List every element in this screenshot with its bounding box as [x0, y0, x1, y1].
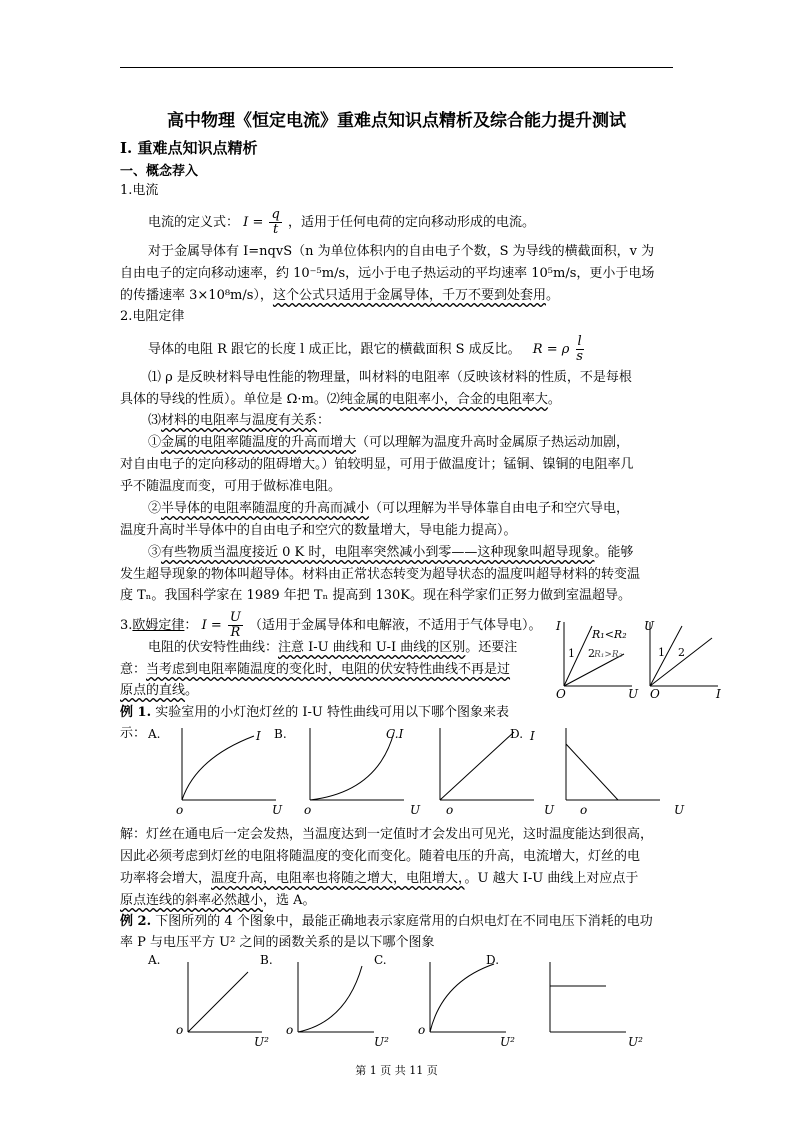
- paragraph-line: [148, 637, 517, 659]
- paragraph-line: [148, 432, 629, 454]
- definition-text: ，适用于任何电荷的定向移动形成的电流。: [287, 215, 535, 230]
- text-run: （可以理解为温度升高时金属原子热运动加剧，: [356, 435, 630, 450]
- text-run: ：: [184, 618, 198, 633]
- paragraph-line: 发生超导现象的物体叫超导体。材料由正常状态转变为超导状态的温度叫超导材料的转变温: [120, 567, 641, 582]
- resistance-definition: [148, 335, 586, 364]
- formula-equals: =: [210, 618, 222, 633]
- origin-label: o: [286, 1023, 294, 1037]
- origin-label: o: [418, 1023, 426, 1037]
- emphasis-text: 有些物质当温度接近 0 K 时，电阻率突然减小到零——这种现象叫超导现象: [161, 545, 595, 560]
- paragraph-line: 温度升高时半导体中的自由电子和空穴的数量增大，导电能力提高）。: [120, 523, 517, 538]
- option-label: C.: [374, 953, 387, 967]
- paragraph-line: ⑴ ρ 是反映材料导电性能的物理量，叫材料的电阻率（反映该材料的性质，不是每根: [148, 370, 632, 385]
- definition-label: 电流的定义式：: [148, 215, 240, 230]
- y-axis-label: U: [644, 619, 655, 633]
- ui-graph: [644, 619, 721, 700]
- x-axis-label: U²: [628, 1035, 643, 1049]
- paragraph-line: [120, 389, 561, 411]
- text-run: ，选 A。: [263, 893, 316, 908]
- emphasis-text: 金属的电阻率随温度的升高而增大: [161, 435, 357, 450]
- current-definition: [148, 208, 535, 237]
- paragraph-line: [120, 659, 510, 681]
- paragraph-line: [148, 498, 629, 520]
- emphasis-text: 纯金属的电阻率小，合金的电阻率大: [339, 392, 548, 407]
- fraction-numerator: q: [271, 207, 280, 222]
- text-run: 3.: [120, 618, 133, 633]
- header-rule: [120, 67, 673, 68]
- question-text: 下图所列的 4 个图象中，最能正确地表示家庭常用的白炽电灯在不同电压下消耗的电功: [155, 914, 653, 929]
- formula-fraction: [576, 335, 584, 364]
- concept-current-heading: [120, 180, 158, 202]
- x-axis-label: U²: [500, 1035, 515, 1049]
- origin-label: o: [176, 1023, 184, 1037]
- text-run: 。U 越大 I-U 曲线上对应点于: [464, 871, 639, 886]
- solution-line: 解：灯丝在通电后一定会发热，当温度达到一定值时才会发出可见光，这时温度能达到很高，: [120, 827, 654, 842]
- paragraph-line: 度 Tₙ。我国科学家在 1989 年把 Tₙ 提高到 130K。现在科学家们正努力做到室温超导。: [120, 588, 631, 603]
- line-label-2: 2: [588, 647, 595, 660]
- origin-label: o: [580, 803, 588, 817]
- example-2-question-cont: 率 P 与电压平方 U² 之间的函数关系的是以下哪个图象: [120, 935, 435, 950]
- option-b-graph: [260, 953, 389, 1049]
- text-run: 。: [547, 392, 561, 407]
- formula-symbol: I: [243, 215, 249, 230]
- formula-equals: =: [252, 215, 264, 230]
- solution-line: 因此必须考虑到灯丝的电阻将随温度的变化而变化。随着电压的升高，电流增大，灯丝的电: [120, 849, 641, 864]
- option-c-graph: [440, 728, 555, 817]
- text-run: 电阻的伏安特性曲线：: [148, 640, 279, 655]
- example-1-question: [120, 702, 509, 724]
- emphasis-text: 原点的直线: [120, 683, 186, 698]
- text-run: 意：: [120, 662, 147, 677]
- heading-text: 1.电流: [120, 183, 159, 198]
- question-text: 实验室用的小灯泡灯丝的 I-U 特性曲线可用以下哪个图象来表: [155, 705, 509, 720]
- origin-label: o: [176, 803, 184, 817]
- option-a-graph: [147, 953, 269, 1049]
- option-label: B.: [274, 727, 287, 741]
- fraction-numerator: U: [229, 610, 241, 625]
- option-a-graph: [148, 727, 283, 817]
- fraction-denominator: t: [273, 222, 279, 237]
- option-label: B.: [260, 953, 273, 967]
- solution-line: [120, 890, 316, 912]
- page-footer: 第 1 页 共 11 页: [355, 1064, 438, 1077]
- text-run: 的传播速率 3×10⁸m/s），: [120, 288, 273, 303]
- document-title: 高中物理《恒定电流》重难点知识点精析及综合能力提升测试: [167, 111, 626, 131]
- fraction-denominator: R: [230, 625, 241, 640]
- example-1-options: [148, 722, 693, 822]
- origin-label: O: [650, 687, 660, 700]
- concept-resistance-heading: 2.电阻定律: [120, 309, 185, 324]
- text-run: 具体的导线的性质）。单位是 Ω·m。⑵: [120, 392, 340, 407]
- option-label: A.: [148, 727, 161, 741]
- y-axis-label: I: [530, 729, 535, 743]
- legend-label: R₁<R₂: [592, 628, 627, 641]
- paragraph-line: 自由电子的定向移动速率，约 10⁻⁵m/s，远小于电子热运动的平均速率 10⁵m/s，更小于电场: [120, 266, 655, 281]
- text-run: 功率将会增大，: [120, 871, 212, 886]
- emphasis-text: 材料的电阻率与温度有关系: [161, 413, 318, 428]
- emphasis-text: 原点连线的斜率必然越小: [120, 893, 264, 908]
- origin-label: O: [556, 687, 566, 700]
- x-axis-label: U: [272, 803, 283, 817]
- paragraph-line: 乎不随温度而变，可用于做标准电阻。: [120, 479, 342, 494]
- fraction-denominator: s: [576, 349, 583, 364]
- option-label: D.: [486, 953, 500, 967]
- paragraph-line: [120, 680, 198, 702]
- x-axis-label: U²: [254, 1035, 269, 1049]
- y-axis-label: C.I: [386, 727, 404, 741]
- text-run: ：: [317, 413, 331, 428]
- line-label-1: 1: [658, 646, 665, 659]
- paragraph-line: 对于金属导体有 I=nqvS（n 为单位体积内的自由电子个数，S 为导线的横截面积，v 为: [148, 244, 655, 259]
- heading-text: 欧姆定律: [132, 618, 185, 633]
- line-label-1: 1: [568, 647, 575, 660]
- paragraph-line: [148, 542, 633, 564]
- fraction-numerator: l: [577, 334, 582, 349]
- x-axis-label: I: [716, 687, 721, 700]
- emphasis-text: 半导体的电阻率随温度的升高而减小: [161, 501, 370, 516]
- text-run: ①: [148, 435, 162, 450]
- formula-symbol: I: [201, 618, 207, 633]
- x-axis-label: U: [410, 803, 421, 817]
- text-run: 。还要注: [465, 640, 518, 655]
- option-d-graph: [510, 727, 685, 817]
- subsection-heading: 一、概念荐入: [120, 164, 199, 179]
- option-b-graph: [274, 727, 421, 817]
- y-axis-label: I: [256, 729, 261, 743]
- emphasis-text: 当考虑到电阻率随温度的变化时，电阻的伏安特性曲线不再是过: [146, 662, 511, 677]
- paragraph-line: [148, 410, 330, 432]
- paragraph-line: 对自由电子的定向移动的阻碍增大。）铂较明显，可用于做温度计；锰铜、镍铜的电阻率几: [120, 457, 634, 472]
- example-1-question-cont: 示：: [120, 726, 147, 741]
- iu-graph: [555, 619, 639, 700]
- formula-note: （适用于金属导体和电解液，不适用于气体导电）。: [249, 618, 542, 633]
- concept-ohm-heading: [120, 611, 542, 640]
- origin-label: o: [304, 803, 312, 817]
- x-axis-label: U: [544, 803, 555, 817]
- origin-label: o: [446, 803, 454, 817]
- emphasis-text: 这个公式只适用于金属导体，千万不要到处套用: [272, 288, 546, 303]
- obscured-label: R₁>R₂: [594, 650, 623, 660]
- emphasis-text: 注意 I-U 曲线和 U-I 曲线的区别: [278, 640, 466, 655]
- text-run: ⑶: [148, 413, 162, 428]
- line-label-2: 2: [678, 646, 685, 659]
- formula-fraction: [228, 611, 243, 640]
- x-axis-label: U: [628, 687, 639, 700]
- y-axis-label: I: [556, 619, 561, 633]
- example-2-question: [120, 911, 653, 933]
- text-run: ②: [148, 501, 162, 516]
- solution-line: [120, 868, 638, 890]
- section-heading: I. 重难点知识点精析: [120, 139, 258, 157]
- text-run: 。能够: [594, 545, 634, 560]
- text-run: 。: [545, 288, 559, 303]
- option-label: A.: [148, 953, 161, 967]
- text-run: ③: [148, 545, 162, 560]
- formula-text: R = ρ: [532, 342, 570, 357]
- x-axis-label: U: [674, 803, 685, 817]
- definition-text: 导体的电阻 R 跟它的长度 l 成正比，跟它的横截面积 S 成反比。: [148, 342, 521, 357]
- option-c-graph: [374, 953, 515, 1049]
- example-2-options: [140, 950, 660, 1050]
- text-run: 。: [185, 683, 199, 698]
- example-label: 例 1.: [120, 705, 152, 720]
- emphasis-text: 温度升高，电阻率也将随之增大，电阻增大，: [211, 871, 465, 886]
- iu-ui-graphs: [552, 616, 732, 700]
- option-label: D.: [510, 727, 524, 741]
- formula-fraction: [269, 208, 281, 237]
- paragraph-line: [120, 285, 559, 307]
- example-label: 例 2.: [120, 914, 152, 929]
- x-axis-label: U²: [374, 1035, 389, 1049]
- text-run: （可以理解为半导体靠自由电子和空穴导电，: [369, 501, 630, 516]
